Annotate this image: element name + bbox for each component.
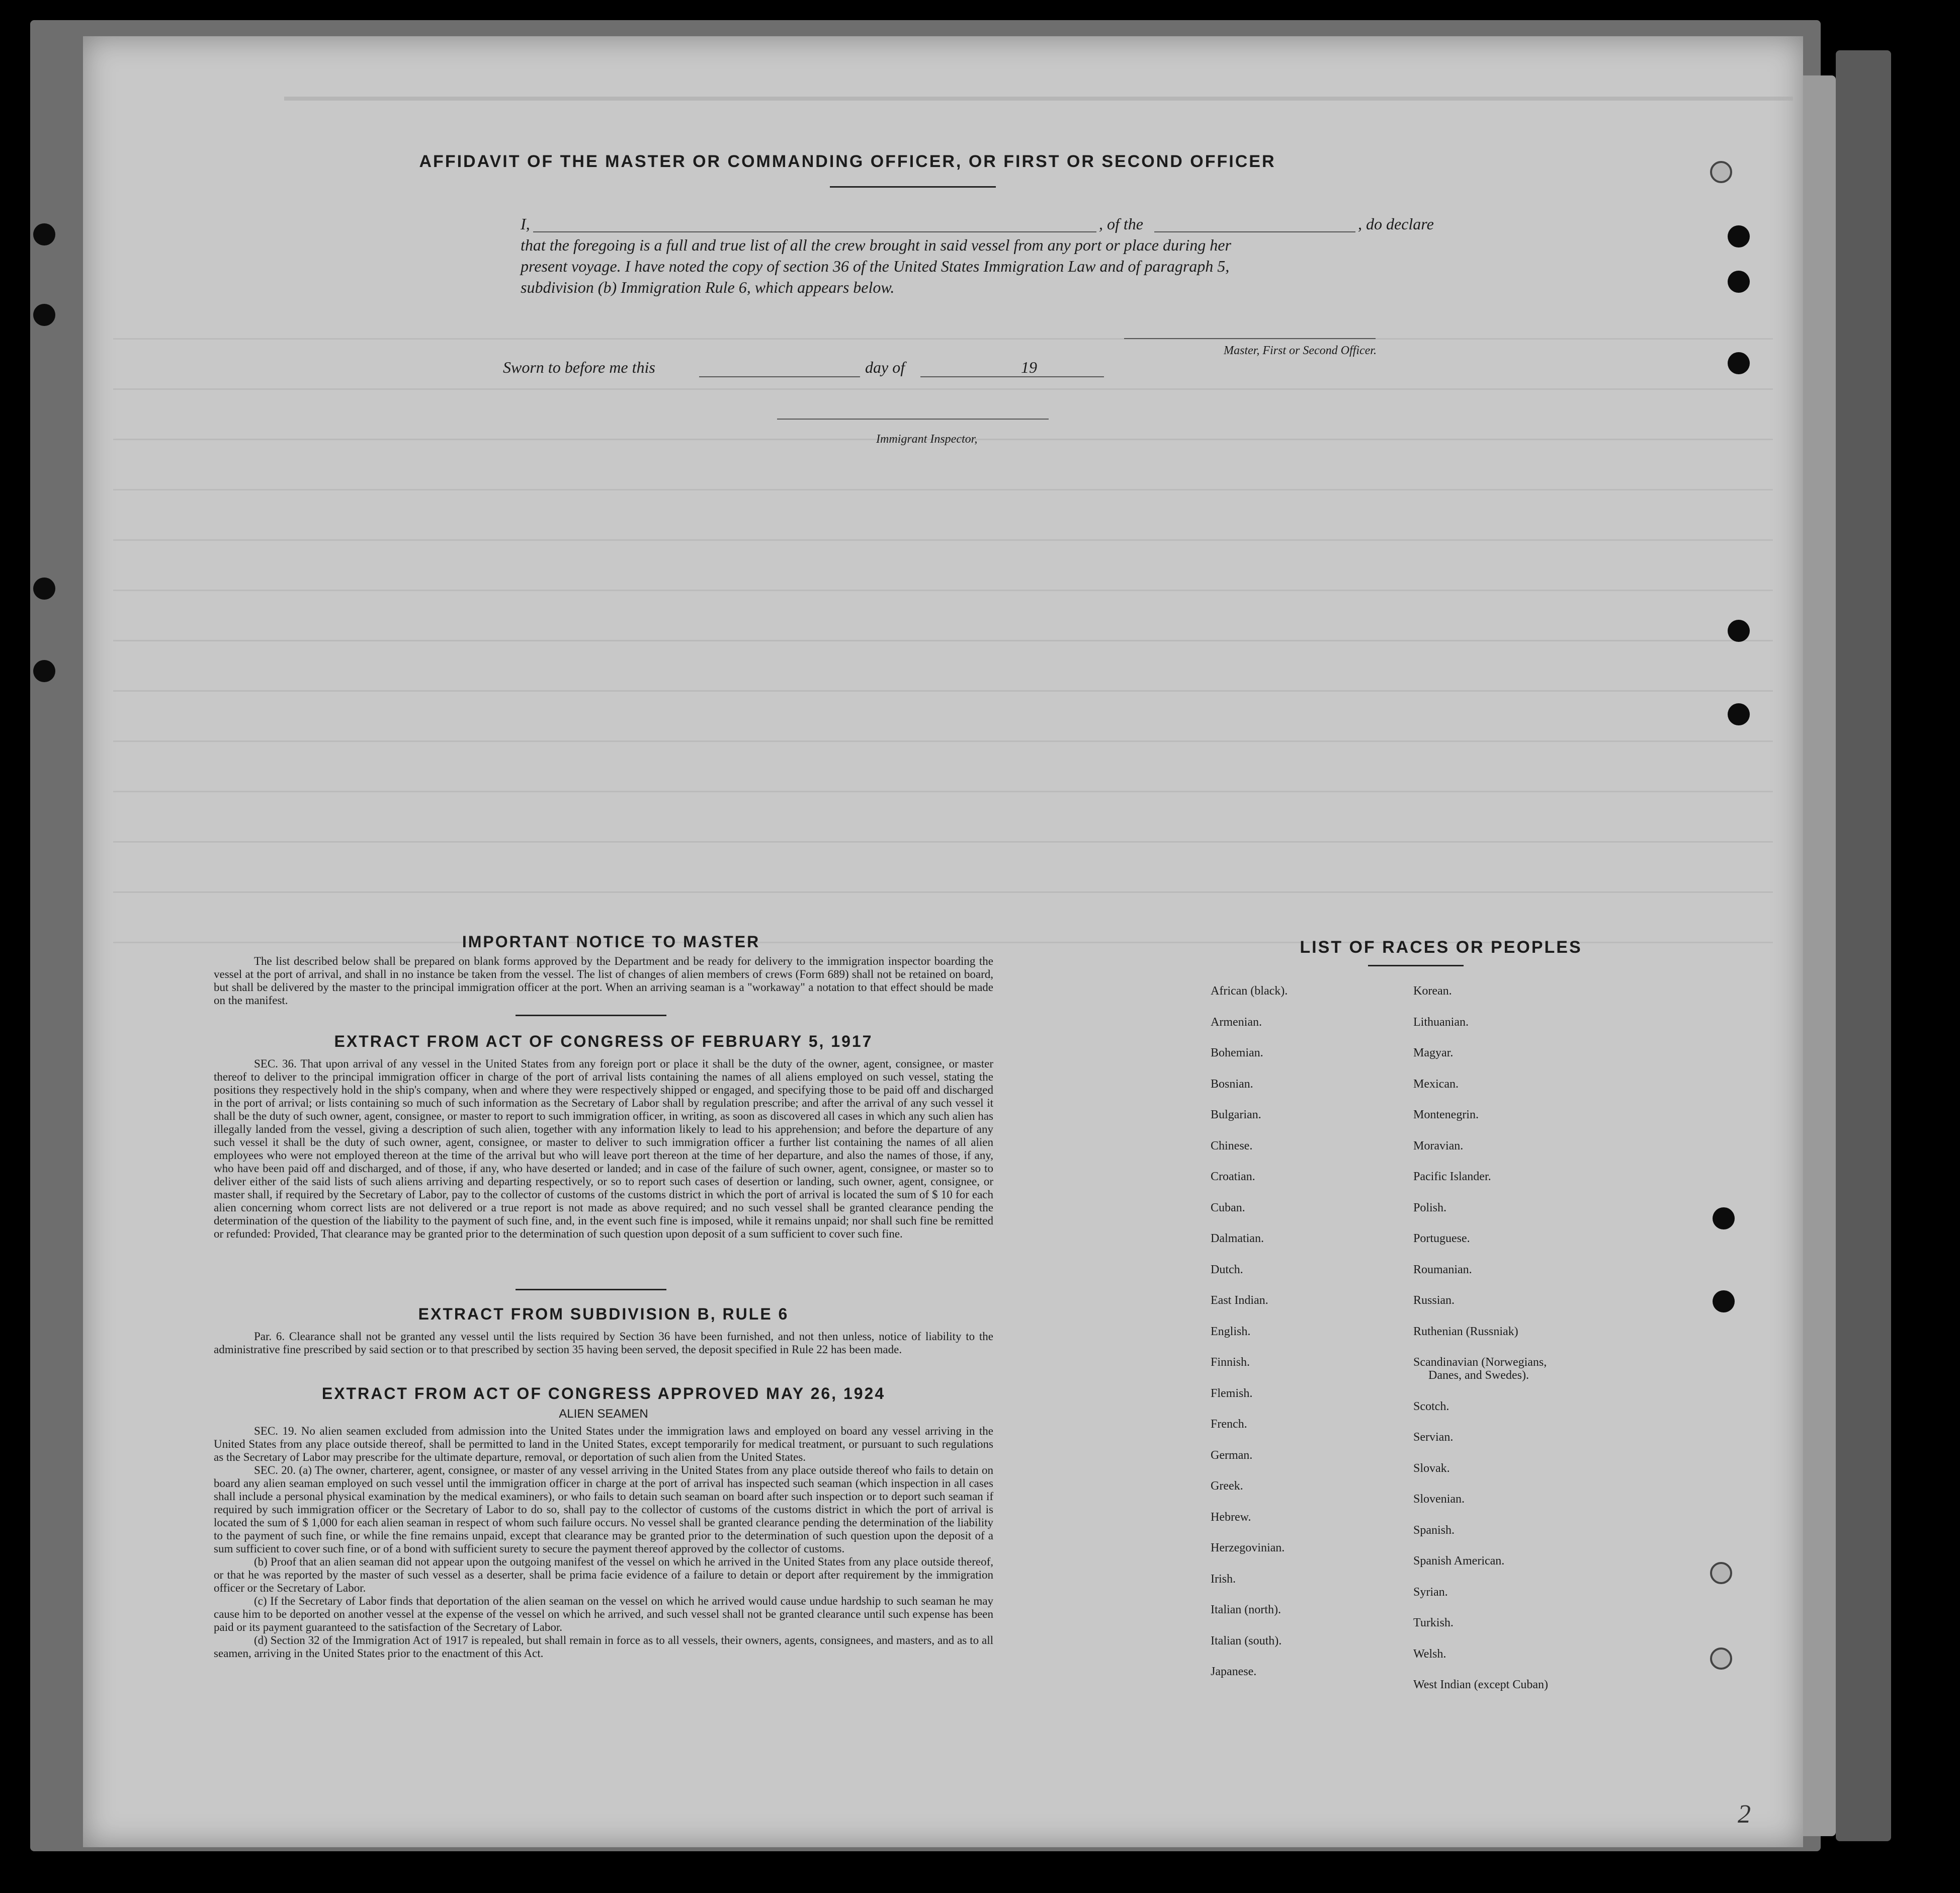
race-item: Bohemian. xyxy=(1211,1046,1263,1059)
race-item: Magyar. xyxy=(1413,1046,1454,1059)
race-item: Chinese. xyxy=(1211,1139,1253,1153)
act1924-sec20a: SEC. 20. (a) The owner, charterer, agent, consignee, or master of any vessel arriving in the United States from any place outside thereof who fails to detain on board any alien seaman employed on such vessel until the immigration officer in charge at the port of arrival has inspected such seaman (which inspection in all cases shall include a personal physical examination by the medical examiners), or who fails to detain such seaman on board after such inspection or to deport such seaman if required by such immigration officer or the Secretary of Labor to do so, shall pay to the collector of customs of the customs district in which the port of arrival is located the sum of $ 1,000 for each alien seaman in respect of whom such failure occurs. No vessel shall be granted clearance pending the determination of the liability to the payment of such fine, or while the fine remains unpaid, except that clearance may be granted prior to the determination of such question upon the deposit of a sum sufficient to cover such fine, or of a bond with sufficient surety to secure the payment thereof approved by the collector of customs. xyxy=(214,1464,993,1555)
affidavit-line-4: subdivision (b) Immigration Rule 6, which appears below. xyxy=(521,278,895,296)
race-item: Roumanian. xyxy=(1413,1263,1472,1276)
race-item: Slovenian. xyxy=(1413,1493,1465,1506)
binder-hole xyxy=(1728,620,1750,642)
race-item: Polish. xyxy=(1413,1201,1447,1214)
race-item: Turkish. xyxy=(1413,1616,1454,1629)
race-item: Greek. xyxy=(1211,1479,1243,1493)
race-item: Cuban. xyxy=(1211,1201,1245,1214)
notice-text: The list described below shall be prepared on blank forms approved by the Department and be ready for delivery to the immigration inspector boarding the vessel at the port of arrival, and shall in no instance be taken from the vessel. The list of changes of alien members of crews (Form 689) shall not be retained on board, but shall be delivered by the master to the principal immigration officer at the port. When an arriving seaman is a "workaway" a notation to that effect should be made on the manifest. xyxy=(214,955,993,1007)
race-item: Pacific Islander. xyxy=(1413,1170,1491,1183)
sworn-line xyxy=(503,358,1257,383)
act1917-title: EXTRACT FROM ACT OF CONGRESS OF FEBRUARY 5, 1917 xyxy=(334,1032,873,1050)
race-item: West Indian (except Cuban) xyxy=(1413,1678,1548,1691)
sworn-day-field[interactable] xyxy=(699,376,860,377)
rule6-title: EXTRACT FROM SUBDIVISION B, RULE 6 xyxy=(418,1305,789,1323)
binder-hole xyxy=(1728,271,1750,293)
act1917-text: SEC. 36. That upon arrival of any vessel in the United States from any foreign port or place it shall be the duty of the owner, agent, consignee, or master thereof to deliver to the principal immigration officer in charge of the port of arrival lists containing the names of all aliens employed on such vessel, stating the positions they respectively hold in the ship's company, when and where they were respectively shipped or engaged, and specifying those to be paid off and discharged in the port of arrival; or lists containing so much of such information as the Secretary of Labor shall by regulation prescribe; and after the arrival of any such vessel it shall be the duty of such owner, agent, consignee, or master to report to such immigration officer, in writing, as soon as discovered all cases in which any such alien has illegally landed from the vessel, giving a description of such alien, together with any information likely to lead to his apprehension; and before the departure of any such vessel it shall be the duty of such owner, agent, consignee, or master to deliver to such immigration officer a further list containing the names of all alien employees who were not employed thereon at the time of the arrival but who will leave port thereon at the time of her departure, and also the names of those, if any, who have been paid off and discharged, and of those, if any, who have deserted or landed; and in case of the failure of such owner, agent, consignee, or master so to deliver either of the said lists of such aliens arriving and departing respectively, or so to report such cases of desertion or landing, such owner, agent, consignee, or master shall, if required by the Secretary of Labor, pay to the collector of customs of the customs district in which the port of arrival is located the sum of $ 10 for each alien concerning whom correct lists are not delivered or a true report is not made as above required; and no such vessel shall be granted clearance pending the determination of the question of the liability to the payment of such fine, and, in the event such fine is imposed, while it remains unpaid; nor shall such fine be remitted or refunded: Provided, That clearance may be granted prior to the determination of such question upon deposit of a sum sufficient to cover such fine. xyxy=(214,1057,993,1240)
race-item: Mexican. xyxy=(1413,1077,1459,1091)
binder-hole xyxy=(1710,1562,1732,1584)
race-item: Ruthenian (Russniak) xyxy=(1413,1325,1518,1338)
races-title: LIST OF RACES OR PEOPLES xyxy=(1300,938,1582,957)
race-item: Armenian. xyxy=(1211,1015,1262,1029)
declare-label: , do declare xyxy=(1358,215,1434,233)
day-of-label: day of xyxy=(865,358,905,376)
binder-hole xyxy=(1713,1290,1735,1312)
race-item: Dalmatian. xyxy=(1211,1232,1264,1245)
binder-hole xyxy=(1710,1648,1732,1670)
rule6-text: Par. 6. Clearance shall not be granted any vessel until the lists required by Section 36 have been furnished, and not then unless, notice of liability to the administrative fine prescribed by said section or to that prescribed by section 35 having been served, the deposit specified in Rule 22 has been made. xyxy=(214,1330,993,1356)
affidavit-title: AFFIDAVIT OF THE MASTER OR COMMANDING OFFICER, OR FIRST OR SECOND OFFICER xyxy=(419,152,1276,171)
race-item: Korean. xyxy=(1413,984,1452,998)
affidavit-line-3: present voyage. I have noted the copy of section 36 of the United States Immigration Law and of paragraph 5, xyxy=(521,257,1230,275)
back-sheet xyxy=(1836,50,1891,1841)
inspector-signature-label: Immigrant Inspector, xyxy=(876,433,978,446)
binder-hole xyxy=(1728,703,1750,725)
binder-hole xyxy=(33,223,55,245)
race-item: Italian (north). xyxy=(1211,1603,1281,1616)
race-item: Dutch. xyxy=(1211,1263,1243,1276)
act1924-sec20b: (b) Proof that an alien seaman did not appear upon the outgoing manifest of the vessel on which he arrived in the United States from any place outside thereof, or that he was reported by the master of such vessel as a deserter, shall be prima facie evidence of a failure to detain or deport after requirement by the immigration officer or the Secretary of Labor. xyxy=(214,1555,993,1594)
year-label: 19 xyxy=(1021,358,1037,376)
act1924-sec20c: (c) If the Secretary of Labor finds that deportation of the alien seaman on the vessel on which he arrived would cause undue hardship to such seaman he may cause him to be deported on another vessel at the expense of the vessel on which he arrived, and such vessel shall not be granted clearance until such expense has been paid or its payment guaranteed to the satisfaction of the Secretary of Labor. xyxy=(214,1595,993,1633)
race-item: German. xyxy=(1211,1448,1253,1462)
race-item: French. xyxy=(1211,1418,1247,1431)
affidavit-line-2: that the foregoing is a full and true list of all the crew brought in said vessel from any port or place during her xyxy=(521,236,1231,254)
margin-note: 2 xyxy=(1738,1800,1751,1829)
race-item: Portuguese. xyxy=(1413,1232,1470,1245)
title-underline xyxy=(830,186,996,188)
binder-hole xyxy=(1728,352,1750,374)
act1924-body xyxy=(214,1425,993,1660)
sworn-label: Sworn to before me this xyxy=(503,358,655,376)
race-item: Bosnian. xyxy=(1211,1077,1253,1091)
race-item: Herzegovinian. xyxy=(1211,1541,1285,1554)
binder-hole xyxy=(1710,161,1732,183)
race-item: Syrian. xyxy=(1413,1585,1448,1599)
notice-title: IMPORTANT NOTICE TO MASTER xyxy=(462,933,760,951)
race-item: Montenegrin. xyxy=(1413,1108,1479,1121)
master-signature-label: Master, First or Second Officer. xyxy=(1224,344,1377,357)
master-signature-line[interactable] xyxy=(1124,338,1376,339)
race-item: Lithuanian. xyxy=(1413,1015,1469,1029)
document-page xyxy=(83,36,1803,1847)
race-item: Irish. xyxy=(1211,1572,1236,1586)
race-item: Flemish. xyxy=(1211,1386,1253,1400)
race-item: Danes, and Swedes). xyxy=(1428,1369,1529,1382)
race-item: Scandinavian (Norwegians, xyxy=(1413,1356,1547,1369)
race-item: Russian. xyxy=(1413,1294,1455,1307)
races-underline xyxy=(1368,965,1464,966)
name-field[interactable] xyxy=(533,231,1096,232)
binder-hole xyxy=(1713,1207,1735,1229)
race-item: Scotch. xyxy=(1413,1400,1450,1413)
of-the-label: , of the xyxy=(1099,215,1143,233)
race-item: Slovak. xyxy=(1413,1461,1450,1475)
act1924-subtitle: ALIEN SEAMEN xyxy=(559,1407,648,1421)
i-label: I, xyxy=(521,215,530,233)
race-item: Hebrew. xyxy=(1211,1510,1251,1524)
race-item: English. xyxy=(1211,1325,1251,1338)
binder-hole xyxy=(1728,225,1750,248)
race-item: African (black). xyxy=(1211,984,1288,998)
vessel-field[interactable] xyxy=(1154,231,1355,232)
race-item: Croatian. xyxy=(1211,1170,1255,1183)
act1924-title: EXTRACT FROM ACT OF CONGRESS APPROVED MAY 26, 1924 xyxy=(321,1384,886,1403)
race-item: Spanish American. xyxy=(1413,1554,1505,1568)
race-item: Italian (south). xyxy=(1211,1634,1282,1648)
race-item: Japanese. xyxy=(1211,1665,1257,1678)
binder-hole xyxy=(33,578,55,600)
race-item: Servian. xyxy=(1413,1431,1454,1444)
act1924-sec19: SEC. 19. No alien seamen excluded from admission into the United States under the immigration laws and employed on board any vessel arriving in the United States from any place outside thereof, shall be permitted to land in the United States, except temporarily for medical treatment, or pursuant to such regulations as the Secretary of Labor may prescribe for the ultimate departure, removal, or deportation of such alien from the United States. xyxy=(214,1425,993,1463)
affidavit-body xyxy=(435,213,1434,298)
binder-hole xyxy=(33,304,55,326)
binder-hole xyxy=(33,660,55,682)
race-item: Moravian. xyxy=(1413,1139,1464,1153)
divider xyxy=(516,1289,666,1290)
race-item: Welsh. xyxy=(1413,1647,1446,1661)
inspector-signature-line[interactable] xyxy=(777,419,1049,420)
race-item: Spanish. xyxy=(1413,1523,1455,1537)
race-item: East Indian. xyxy=(1211,1294,1268,1307)
race-item: Finnish. xyxy=(1211,1356,1250,1369)
act1924-sec20d: (d) Section 32 of the Immigration Act of 1917 is repealed, but shall remain in force as to all vessels, their owners, agents, consignees, and masters, and as to all seamen, arriving in the United States prior to the enactment of this Act. xyxy=(214,1634,993,1660)
divider xyxy=(516,1015,666,1016)
sworn-year-field[interactable] xyxy=(1044,376,1104,377)
race-item: Bulgarian. xyxy=(1211,1108,1261,1121)
